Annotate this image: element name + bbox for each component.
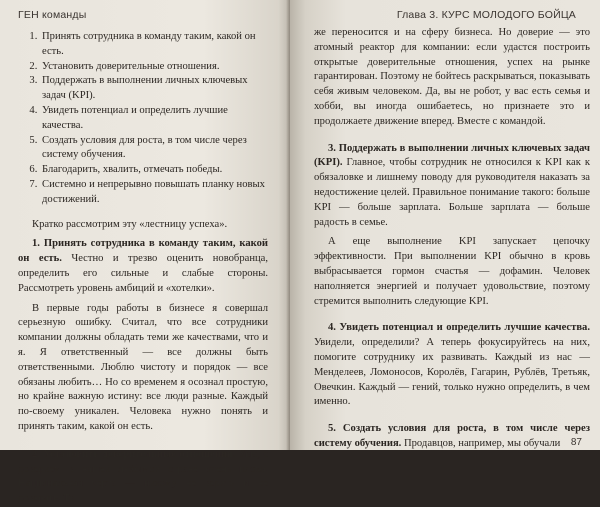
- section-3-heading: 3. Поддержать в выполнении личных ключевых задач (KPI).: [314, 142, 590, 169]
- section-4-heading: 4. Увидеть потенциал и определить лучшие качества.: [328, 322, 590, 334]
- list-item: 5. Создать условия для роста, в том числе через систему обучения.: [40, 134, 268, 164]
- page-number: 87: [570, 437, 582, 448]
- right-body: [314, 26, 590, 452]
- right-page: [290, 0, 600, 450]
- section-5-heading: 5. Создать условия для роста, в том числе через систему обучения.: [314, 423, 590, 449]
- section-5-paragraph: 5. Создать условия для роста, в том числе через систему обучения. Продавцов, например, мы обучали: [314, 423, 590, 449]
- list-item: 7. Системно и непрерывно повышать планку новых достижений.: [40, 178, 268, 208]
- intro-paragraph: Кратко рассмотрим эту «лестницу успеха».: [32, 218, 228, 230]
- success-steps-list: [18, 30, 268, 208]
- list-item: 2. Установить доверительные отношения.: [40, 60, 268, 75]
- section-2-paragraph: 2. Установить доверительные отношения. Увы, с доверием в нашей любимой стране очень плохо. Национальная черта — никому не верить и не доверять. То: [18, 448, 268, 505]
- list-item: 4. Увидеть потенциал и определить лучшие качества.: [40, 104, 268, 134]
- section-1-paragraph: 1. Принять сотрудника в команду таким, какой он есть. Честно и трезво оценить новобранца, определить его сильные и слабые стороны. Рассмотреть уровень амбиций и «хотелки».: [18, 238, 269, 294]
- left-page: [0, 0, 290, 505]
- left-running-head: ГЕН команды: [18, 9, 87, 21]
- continuation-paragraph: же переносится и на сферу бизнеса. Но доверие — это атомный реактор для компании: если удастся построить открытые доверительные отношения, успех на рынке гарантирован. Поэтому не бойтесь раскрываться, показывать себя живым человеком. Да, вы не робот, у вас есть семья и хобби, вы иногда ошибаетесь, но признаете это и продолжаете движение вперед. Вместе с командой.: [314, 27, 590, 127]
- list-item: 6. Благодарить, хвалить, отмечать победы.: [40, 163, 268, 178]
- right-running-head: Глава 3. КУРС МОЛОДОГО БОЙЦА: [396, 9, 576, 21]
- section-1-heading: 1. Принять сотрудника в команду таким, какой он есть.: [18, 238, 268, 265]
- left-body: [18, 30, 268, 507]
- section-3-paragraph: 3. Поддержать в выполнении личных ключевых задач (KPI). Главное, чтобы сотрудник не относился к KPI как к обязаловке и лишнему поводу для руководителя наказать за недостижение целей. Правильное понимание такого: больше KPI — больше зарплата. Больше зарплата — больше радость в семье.: [314, 142, 590, 228]
- body-paragraph: В первые годы работы в бизнесе я совершал серьезную ошибку. Считал, что все сотрудники компании должны обладать теми же качествами, что и я. Я ответственный — все должны быть ответственными. Люблю чистоту и порядок — все обязаны любить… Но со временем я осознал простую, но крайне важную истину: все люди разные. Каждый по-своему уникален. Человека нужно понять и принять таким, какой он есть.: [18, 302, 268, 432]
- section-2-heading: 2. Установить доверительные отношения.: [32, 448, 236, 460]
- body-paragraph: А еще выполнение KPI запускает цепочку эффективности. При выполнении KPI обычно в кровь выбрасывается гормон счастья — дофамин. Человек наполняется энергией и получает удовольствие, поэтому стремится выполнить следующие KPI.: [314, 236, 590, 307]
- list-item: 3. Поддержать в выполнении личных ключевых задач (KPI).: [40, 74, 268, 104]
- list-item: 1. Принять сотрудника в команду таким, какой он есть.: [40, 30, 268, 60]
- section-4-paragraph: 4. Увидеть потенциал и определить лучшие качества. Увидели, определили? А теперь фокусируйтесь на них, помогите сотруднику их развивать. Каждый из нас — Менделеев, Ломоносов, Королёв, Гагарин, Рублёв, Третьяк, Овечкин. Каждый — гений, только нужно определить, в чем именно.: [314, 322, 590, 408]
